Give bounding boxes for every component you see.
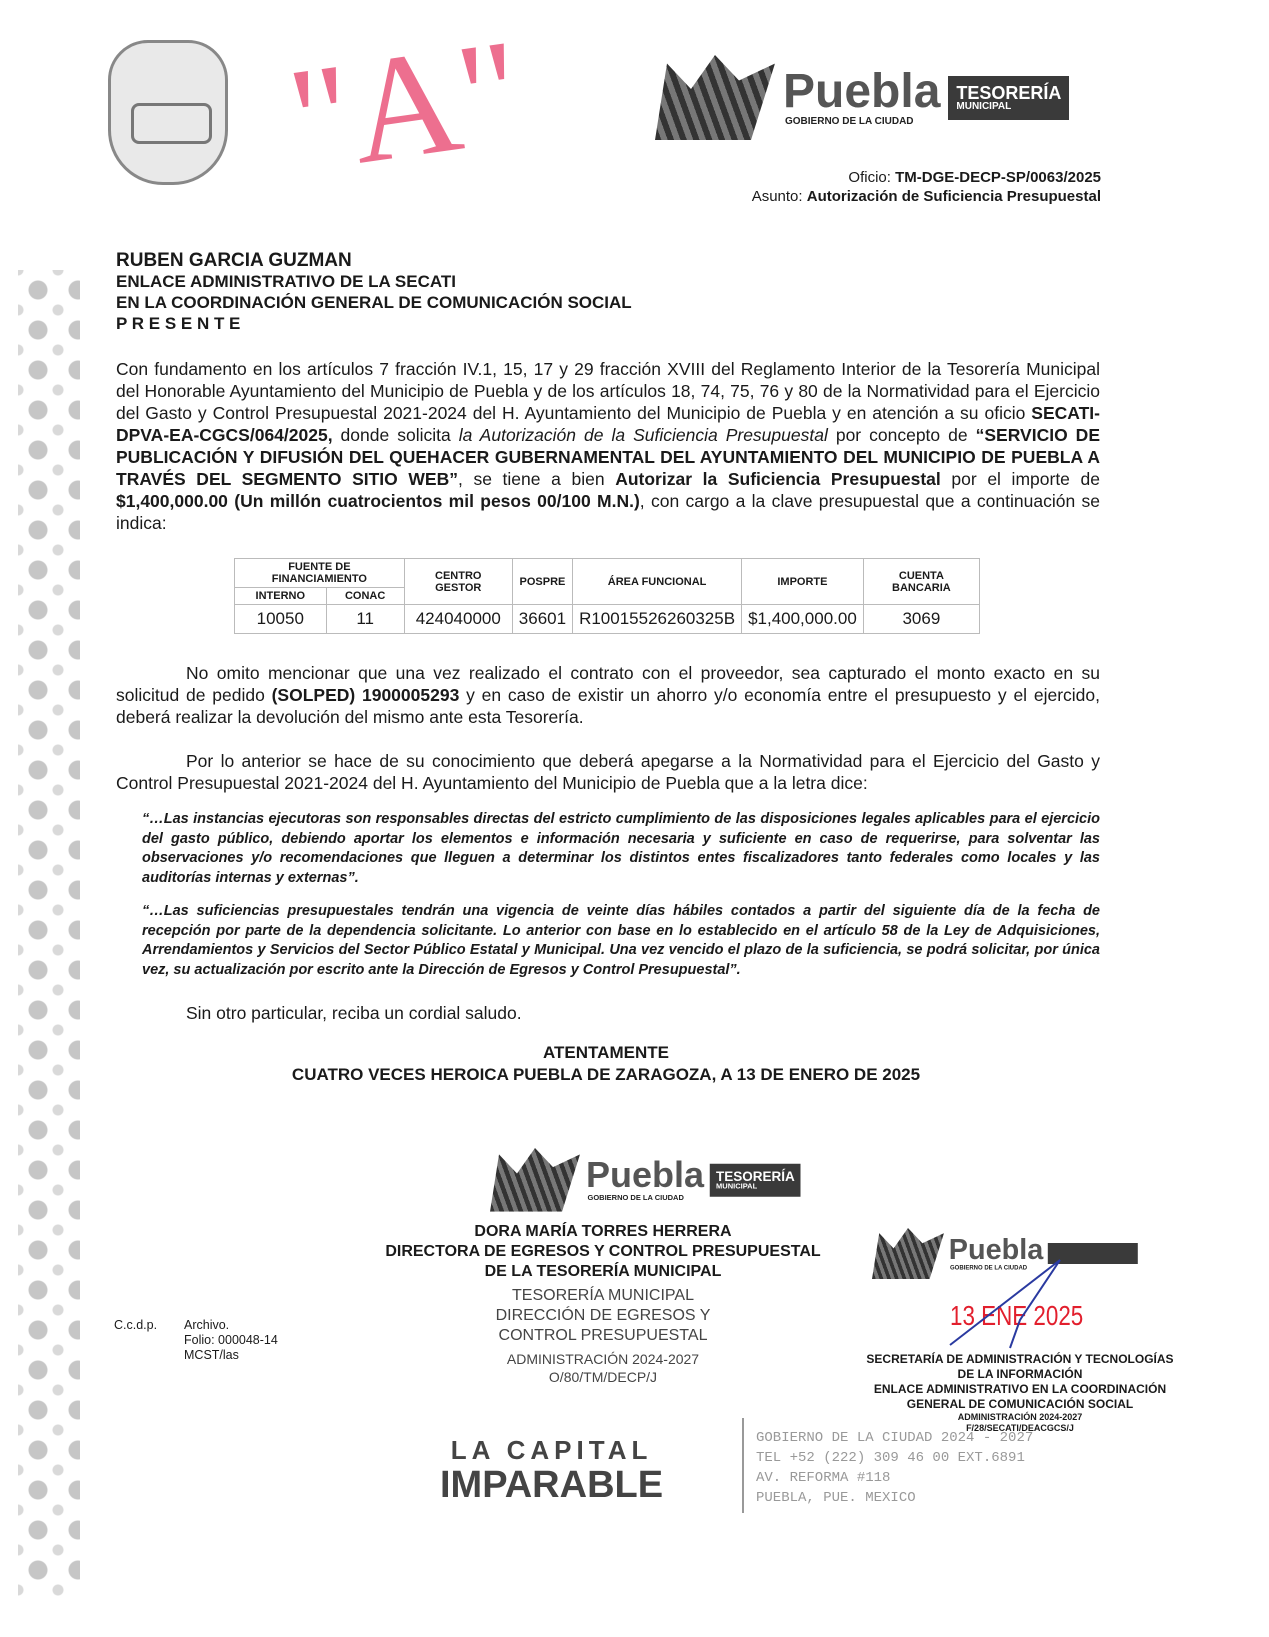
received-date-stamp: 13 ENE 2025 xyxy=(950,1300,1084,1331)
signer-block: DORA MARÍA TORRES HERRERA DIRECTORA DE EGRESOS Y CONTROL PRESUPUESTAL DE LA TESORERÍA MUNICIPAL xyxy=(385,1223,821,1280)
office-stamp: TESORERÍA MUNICIPAL DIRECCIÓN DE EGRESOS Y CONTROL PRESUPUESTAL ADMINISTRACIÓN 2024-2027 O/80/TM/DECP/J xyxy=(495,1287,711,1385)
quote-2: “…Las suficiencias presupuestales tendrán una vigencia de veinte días hábiles contados a partir del siguiente día de la fecha de recepción por parte de la dependencia solicitante. Lo anterior con base en lo establecido en el artículo 58 de la Ley de Adquisiciones, Arrendamientos y Servicios del Sector Público Estatal y Municipal. Una vez vencido el plazo de la suficiencia, se podrá solicitar, por única vez, su actualización por escrito ante la Dirección de Egresos y Control Presupuestal”. xyxy=(142,903,1100,978)
budget-table: FUENTE DE FINANCIAMIENTO CENTRO GESTOR POSPRE ÁREA FUNCIONAL IMPORTE CUENTA BANCARIA INTERNO CONAC 10050 11 424040000 36601 R10015526260325B $1,400,000.00 3069 xyxy=(234,558,980,634)
signature-heading: ATENTAMENTE CUATRO VECES HEROICA PUEBLA DE ZARAGOZA, A 13 DE ENERO DE 2025 xyxy=(291,1043,921,1084)
footer-address: GOBIERNO DE LA CIUDAD 2024 - 2027 TEL +52 (222) 309 46 00 EXT.6891 AV. REFORMA #118 PUEBLA, PUE. MEXICO xyxy=(742,1418,1033,1513)
quote-1: “…Las instancias ejecutoras son responsables directas del estricto cumplimiento de las disposiciones legales aplicables para el ejercicio del gasto público, debiendo aportar los elementos e información necesaria y suficiente en caso de requerirse, para solventar las observaciones y/o recomendaciones que lleguen a determinar los distintos entes fiscalizadores tanto federales como locales y las auditorías internas y externas”. xyxy=(142,811,1100,886)
stamp-logo: Puebla GOBIERNO DE LA CIUDAD TESORERÍA MUNICIPAL xyxy=(490,1148,801,1212)
closing: Sin otro particular, reciba un cordial saludo. xyxy=(186,1003,522,1023)
tesoreria-badge: TESORERÍA MUNICIPAL xyxy=(948,76,1069,120)
receipt-stamp: SECRETARÍA DE ADMINISTRACIÓN Y TECNOLOGÍAS DE LA INFORMACIÓN ENLACE ADMINISTRATIVO EN LA COORDINACIÓN GENERAL DE COMUNICACIÓN SOCIAL ADMINISTRACIÓN 2024-2027 F/28/SECATI/DEACGCS/J xyxy=(866,1352,1174,1433)
document-reference: Oficio: TM-DGE-DECP-SP/0063/2025 Asunto: Autorización de Suficiencia Presupuestal xyxy=(751,169,1101,205)
addressee: RUBEN GARCIA GUZMAN ENLACE ADMINISTRATIVO DE LA SECATI EN LA COORDINACIÓN GENERAL DE COMUNICACIÓN SOCIAL P R E S E N T E xyxy=(116,250,632,333)
paragraph-2: No omito mencionar que una vez realizado el contrato con el proveedor, sea capturado el monto exacto en su solicitud de pedido (SOLPED) 1900005293 y en caso de existir un ahorro y/o economía entre el presupuesto y el ejercido, deberá realizar la devolución del mismo ante esta Tesorería. xyxy=(116,663,1100,727)
letter-body xyxy=(116,358,1100,1086)
handwritten-signature xyxy=(940,1250,1080,1350)
puebla-emblem-icon xyxy=(490,1148,580,1212)
secati-logo: Puebla GOBIERNO DE LA CIUDAD xyxy=(872,1228,1138,1279)
paragraph-1: Con fundamento en los artículos 7 fracción IV.1, 15, 17 y 29 fracción XVIII del Reglamento Interior de la Tesorería Municipal del Honorable Ayuntamiento del Municipio de Puebla y de los artículos 18, 74, 75, 76 y 80 de la Normatividad para el Ejercicio del Gasto y Control Presupuestal 2021-2024 del H. Ayuntamiento del Municipio de Puebla y en atención a su oficio SECATI-DPVA-EA-CGCS/064/2025, donde solicita la Autorización de la Suficiencia Presupuestal por concepto de “SERVICIO DE PUBLICACIÓN Y DIFUSIÓN DEL QUEHACER GUBERNAMENTAL DEL AYUNTAMIENTO DEL MUNICIPIO DE PUEBLA A TRAVÉS DEL SEGMENTO SITIO WEB”, se tiene a bien Autorizar la Suficiencia Presupuestal por el importe de $1,400,000.00 (Un millón cuatrocientos mil pesos 00/100 M.N.), con cargo a la clave presupuestal que a continuación se indica: xyxy=(116,359,1101,533)
paragraph-3: Por lo anterior se hace de su conocimiento que deberá apegarse a la Normatividad para el Ejercicio del Gasto y Control Presupuestal 2021-2024 del H. Ayuntamiento del Municipio de Puebla que a la letra dice: xyxy=(116,751,1100,793)
puebla-tesoreria-logo: Puebla GOBIERNO DE LA CIUDAD TESORERÍA MUNICIPAL xyxy=(655,55,1069,140)
municipal-seal xyxy=(108,40,228,185)
table-row: 10050 11 424040000 36601 R10015526260325B $1,400,000.00 3069 xyxy=(235,605,980,634)
slogan-logo: LA CAPITAL IMPARABLE xyxy=(440,1435,664,1506)
decorative-border xyxy=(18,270,80,1600)
ccp-block: C.c.d.p. Archivo. Folio: 000048-14 MCST/las xyxy=(114,1318,278,1362)
puebla-emblem-icon xyxy=(872,1228,944,1279)
handwritten-annotation: "A" xyxy=(279,7,532,205)
puebla-emblem-icon xyxy=(655,55,775,140)
